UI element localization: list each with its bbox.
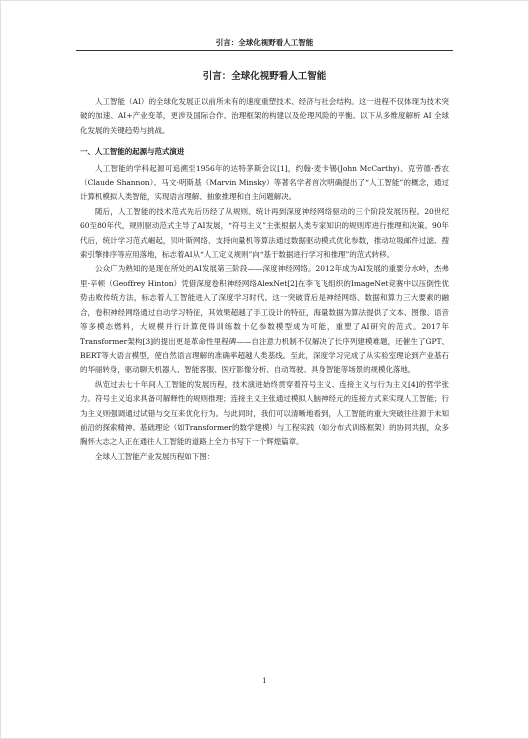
header-rule — [76, 50, 453, 51]
page-number: 1 — [262, 677, 267, 685]
paragraph-paradigms: 随后，人工智能的技术范式先后历经了从规则、统计再到深度神经网络驱动的三个阶段发展历程。20世纪60至80年代，规则驱动范式主导了AI发展，“符号主义”主张根据人类专家知识的规则库进行推理和决策。90年代后，统计学习范式崛起，贝叶斯网络、支持向量机等算法通过数据驱动模式优化参数，推动垃圾邮件过滤、搜索引擎排序等应用落地，标志着AI从“人工定义规则”向“基于数据进行学习和推理”的范式转移。 — [80, 206, 449, 260]
running-header: 引言：全球化视野看人工智能 — [215, 38, 314, 47]
body-text — [80, 95, 449, 464]
paragraph-origin: 人工智能的学科起源可追溯至1956年的达特茅斯会议[1]，约翰·麦卡锡(John McCarthy)、克劳德·香农（Claude Shannon）、马文·明斯基（Marvin Minsky）等著名学者首次明确提出了“人工智能”的概念，通过计算机模拟人类智能，实现语言理解、抽象推理和自主问题解决。 — [80, 163, 449, 202]
section-heading: 一、人工智能的起源与范式演进 — [80, 147, 185, 157]
paragraph-deep-learning: 公众广为熟知的是现在所处的AI发展第三阶段——深度神经网络。2012年成为AI发展的重要分水岭，杰弗里·辛顿（Geoffrey Hinton）凭借深度卷积神经网络AlexNet[2]在李飞飞组织的ImageNet竞赛中以压倒性优势击败传统方法，标志着人工智能进入了深度学习时代。这一突破背后是神经网络、数据和算力三大要素的融合，卷积神经网络通过自动学习特征，其效果超越了手工设计的特征，海量数据为算法提供了文本、图像、语音等多模态燃料，大规模并行计算使得训练数十亿参数模型成为可能，重塑了AI研究的范式。2017年Transformer架构[3]的提出更是革命性里程碑——自注意力机制不仅解决了长序列建模难题，还催生了GPT、BERT等大语言模型，使自然语言理解的准确率超越人类基线。至此，深度学习完成了从实验室理论到产业基石的华丽转身，驱动聊天机器人、智能客服、医疗影像分析、自动驾驶、具身智能等场景的规模化落地。 — [80, 264, 449, 375]
intro-paragraph: 人工智能（AI）的全球化发展正以前所未有的速度重塑技术、经济与社会结构。这一进程不仅体现为技术突破的加速、AI+产业变革，更涉及国际合作、治理框架的构建以及伦理风险的平衡。以下从多维度解析 AI 全球化发展的关键趋势与挑战。 — [80, 97, 449, 135]
page-title: 引言：全球化视野看人工智能 — [202, 71, 327, 82]
paragraph-figure-intro: 全球人工智能产业发展历程如下图： — [95, 451, 215, 461]
paragraph-philosophy: 纵览过去七十年间人工智能的发展历程，技术演进始终贯穿着符号主义、连接主义与行为主义[4]的哲学张力。符号主义追求具备可解释性的规则推理；连接主义主张通过模拟人脑神经元的连接方式来实现人工智能；行为主义则强调通过试错与交互来优化行为。与此同时，我们可以清晰地看到，人工智能的重大突破往往源于未知前沿的探索精神、基础理论（如Transformer的数学建模）与工程实践（如分布式训练框架）的协同共振，众多胸怀大志之人正在通往人工智能的道路上全力书写下一个辉煌篇章。 — [80, 379, 449, 447]
